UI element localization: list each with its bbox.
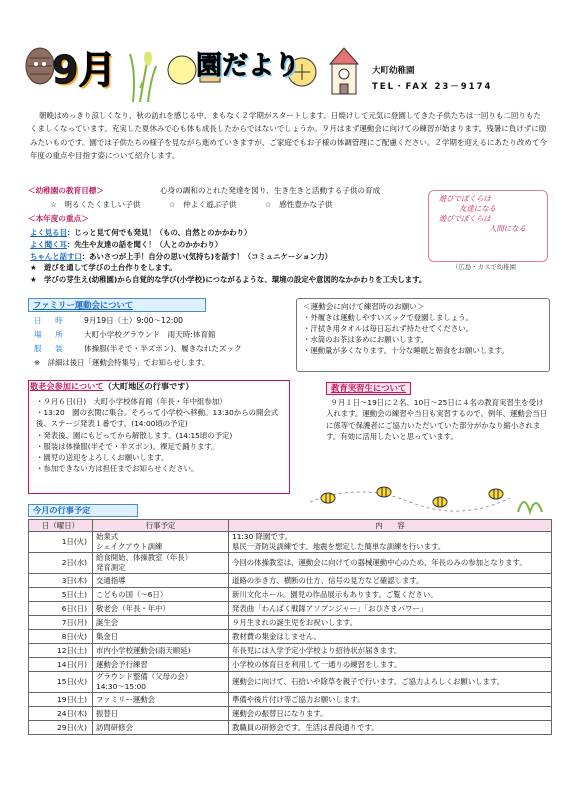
goal-item: ☆ 明るくたくましい子供	[50, 200, 141, 209]
newsletter-title: 園だより	[196, 51, 301, 81]
schedule-row	[29, 616, 552, 630]
schedule-detail: 今回の体操教室は、運動会に向けての器械運動中心のため、年長のみの参加となります。	[229, 553, 552, 574]
schedule-event: 市内小学校運動会(雨天順延)	[93, 644, 229, 658]
schedule-date: 7日(月)	[29, 616, 93, 630]
family-row-label: 服 装	[34, 344, 66, 353]
schedule-detail: 運動会の振替日になります。	[229, 707, 552, 721]
tel-fax: TEL・FAX 23－9174	[372, 82, 493, 92]
schedule-date: 19日(土)	[29, 693, 93, 707]
family-row	[34, 330, 216, 340]
schedule-header-row	[29, 520, 552, 532]
schedule-row	[29, 574, 552, 588]
schedule-row	[29, 721, 552, 735]
schedule-body	[29, 532, 552, 735]
schedule-event: こどもの国（～6日）	[93, 588, 229, 602]
family-row	[34, 344, 242, 354]
schedule-date: 6日(日)	[29, 602, 93, 616]
elderly-item: ・13:20 園の玄関に集合。そろって小学校へ移動。13:30からの開会式後、ステージ発表１番です。(14:00頃の予定)	[36, 408, 279, 429]
schedule-date: 5日(土)	[29, 588, 93, 602]
elderly-item: ・９月６日(日) 大町小学校体育館（年長・年中組参加）	[36, 397, 227, 406]
practice-item: ・運動量が多くなります。十分な睡眠と朝食をお願いします。	[303, 345, 509, 355]
schedule-detail: 新川文化ホール。園児の作品展示もあります。ご覧ください。	[229, 588, 552, 602]
family-row-label: 場 所	[34, 330, 66, 339]
schedule-date: 12日(土)	[29, 644, 93, 658]
schedule-row	[29, 693, 552, 707]
elderly-item: ・服装は体操服(半そで・半ズボン)。裸足で踊ります。	[36, 441, 219, 451]
practice-requests-box	[296, 298, 550, 372]
schedule-event: 訪問研修会	[93, 721, 229, 735]
house-illustration	[324, 42, 364, 98]
family-note: ※ 詳細は後日「運動会特集号」でお知らせします。	[34, 358, 210, 367]
schedule-event: 誕生会	[93, 616, 229, 630]
schedule-event: 振替日	[93, 707, 229, 721]
schedule-table	[28, 519, 552, 735]
schedule-date: 3日(木)	[29, 574, 93, 588]
focus-text: ：あいさつが上手！自分の思い(気持ち)を話す！（コミュニケーション力）	[81, 251, 332, 261]
practice-item: ・汗拭き用タオルは毎日忘れず持たせてください。	[303, 323, 473, 333]
schedule-header-cell: 行事予定	[93, 520, 229, 532]
schedule-date: 14日(月)	[29, 658, 93, 672]
schedule-detail: 小学校の体育日を利用して一通りの練習をします。	[229, 658, 552, 672]
schedule-date: 2日(水)	[29, 553, 93, 574]
schedule-detail: 発表曲「わんぱく戦隊アソブンジャー」「おひさまパワー」	[229, 602, 552, 616]
schedule-event: グラウンド整備（父母の会） 14:30～15:00	[93, 672, 229, 693]
focus-label: ちゃんと話す口	[30, 251, 82, 261]
elderly-event-heading	[30, 381, 194, 392]
month-title: 9月	[52, 48, 117, 92]
practice-title: ＜運動会に向けて練習時のお願い＞	[303, 302, 425, 311]
practice-item: ・水筒のお茶は多めにお願いします。	[303, 334, 429, 344]
school-name: 大町幼稚園	[372, 66, 415, 76]
intern-title: 教育実習生について	[326, 382, 411, 395]
elderly-event-list	[36, 396, 288, 474]
goals-text: 心身の調和のとれた発達を図り、生き生きと活動する子供の育成	[160, 186, 381, 195]
schedule-detail: 年長児には入学予定小学校より招待状が届きます。	[229, 644, 552, 658]
slogan-line: 遊びでぼくらは	[439, 214, 491, 223]
intro-paragraph: 朝晩はめっきり涼しくなり、秋の訪れを感じる中、まもなく２学期がスタートします。日焼けして元気に登園してきた子供たちは一回りも二回りもたくましくなっています。充実した夏休みで心も体も成長したからではないでしょうか。９月はまず運動会に向けての練習が始まります。残暑に負けずに励みたいものです。園では子供たちの様子を見ながら進めていきますが、ご家庭でもお子様の体調管理にご配慮ください。２学期を迎えるにあたり改めて今年度の重点や目指す姿について紹介します。	[30, 111, 547, 161]
focus-label: よく聞く耳	[30, 239, 67, 249]
schedule-event: 敬老会（年長・年中）	[93, 602, 229, 616]
schedule-date: 29日(火)	[29, 721, 93, 735]
slogan-line: 友達になる	[459, 204, 496, 213]
schedule-row	[29, 672, 552, 693]
schedule-event: 給食開始、体操教室（年長） 発育測定	[93, 553, 229, 574]
focus-title: ＜本年度の重点＞	[28, 214, 89, 223]
schedule-detail: 運動会に向けて、石拾いや除草を親子で行います。ご協力よろしくお願いします。	[229, 672, 552, 693]
schedule-row	[29, 658, 552, 672]
intern-text: ９月１日～19日に２名、10日～25日に４名の教育実習生を受け入れます。運動会の練習や当日も実習するので、例年、運動会当日に係等で保護者にご協力いただいていた部分がかなり縮小されます。有効に活用したいと思っています。	[326, 398, 547, 441]
elderly-item: ・園児の送迎をよろしくお願いします。	[36, 453, 169, 463]
slogan-box	[428, 190, 548, 262]
schedule-date: 8日(火)	[29, 630, 93, 644]
elderly-event-subtitle: （大町地区の行事です）	[103, 381, 194, 391]
schedule-detail: ９月生まれの誕生児をお祝いします。	[229, 616, 552, 630]
schedule-title: 今月の行事予定	[28, 504, 138, 517]
family-row	[34, 316, 183, 326]
schedule-detail: 準備や後片付け等ご協力お願いします。	[229, 693, 552, 707]
schedule-row	[29, 602, 552, 616]
schedule-date: 15日(火)	[29, 672, 93, 693]
schedule-row	[29, 532, 552, 553]
schedule-event: 集金日	[93, 630, 229, 644]
schedule-event: 交通指導	[93, 574, 229, 588]
elderly-item: ・発表後、園にもどってから解散します。(14:15頃の予定)	[36, 430, 233, 440]
schedule-row	[29, 707, 552, 721]
schedule-date: 1日(火)	[29, 532, 93, 553]
schedule-header-cell: 日（曜日）	[29, 520, 93, 532]
schedule-detail: 教職員の研修会です。生活は普段通りです。	[229, 721, 552, 735]
elderly-event-title: 敬老会参加について	[30, 381, 104, 391]
schedule-row	[29, 553, 552, 574]
schedule-header-cell: 内 容	[229, 520, 552, 532]
slogan-credit: （広島・カスで幼稚園	[452, 263, 516, 271]
goals-items	[50, 200, 354, 210]
slogan-line: 遊びでぼくらは	[439, 194, 491, 203]
schedule-event: 運動会予行練習	[93, 658, 229, 672]
focus-text: ：先生や友達の話を聞く！（人とのかかわり）	[66, 239, 223, 249]
schedule-row	[29, 644, 552, 658]
schedule-event: ファミリー運動会	[93, 693, 229, 707]
goal-item: ☆ 感性豊かな子供	[264, 200, 333, 209]
family-row-value: 大町小学校グラウンド 雨天時:体育館	[84, 330, 216, 339]
goals-title: ＜幼稚園の教育目標＞	[28, 186, 104, 195]
family-row-value: 体操服(半そで・半ズボン)、履きなれたズック	[84, 344, 242, 353]
schedule-detail: 道路の歩き方、横断の仕方、信号の見方など確認します。	[229, 574, 552, 588]
bees-illustration	[300, 472, 550, 522]
schedule-row	[29, 630, 552, 644]
focus-star: ★ 学びの芽生え(幼稚園)から自覚的な学び(小学校)につながるような、環境の設定や意図的なかかわりを工夫します。	[30, 275, 427, 285]
schedule-detail: 教材費の集金はしません。	[229, 630, 552, 644]
focus-label: よく見る目	[30, 228, 67, 237]
slogan-line: 人間になる	[489, 224, 526, 233]
goal-item: ☆ 仲よく遊ぶ子供	[168, 200, 237, 209]
schedule-event: 始業式 シェイクアウト訓練	[93, 532, 229, 553]
focus-text: ：じっと見て何でも発見！（もの、自然とのかかわり）	[66, 228, 252, 237]
focus-star: ★ 遊びを通して学びの土台作りをします。	[30, 263, 177, 273]
schedule-row	[29, 588, 552, 602]
family-row-label: 日 時	[34, 316, 66, 325]
grass-illustration	[128, 52, 158, 102]
family-row-value: 9月19日（土）9:00～12:00	[84, 316, 183, 325]
schedule-detail: 11:30 降園です。 県民一斉防災訓練です。地震を想定した簡単な訓練を行います。	[229, 532, 552, 553]
schedule-date: 24日(木)	[29, 707, 93, 721]
family-sports-title: ファミリー運動会について	[28, 298, 206, 312]
practice-item: ・外履きは運動しやすいズックで登園しましょう。	[303, 312, 473, 322]
elderly-item: ・参加できない方は担任までお知らせください。	[36, 464, 199, 474]
